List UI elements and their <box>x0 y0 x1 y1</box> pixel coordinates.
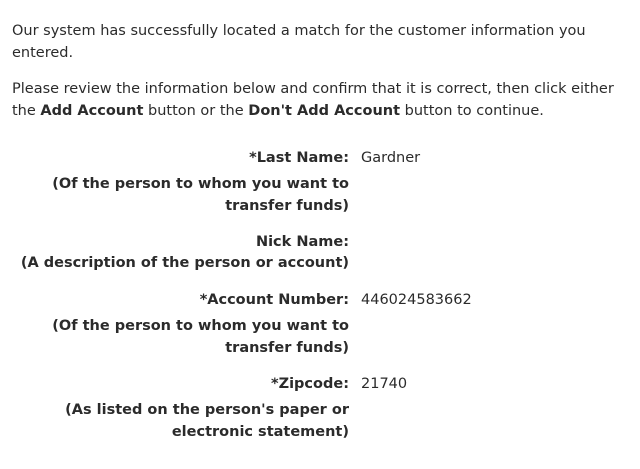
account-number-help <box>52 316 349 359</box>
last-name-help <box>52 174 349 217</box>
zipcode-help <box>65 400 349 443</box>
last-name-value: Gardner <box>361 150 421 166</box>
add-account-reference: Add Account <box>40 103 144 119</box>
nick-name-help <box>21 253 349 275</box>
last-name-label: *Last Name: <box>249 150 349 166</box>
zipcode-value: 21740 <box>361 376 408 392</box>
account-number-help-line-1: (Of the person to whom you want to <box>52 318 349 334</box>
review-instructions-text-3: button to continue. <box>400 103 544 119</box>
account-number-help-line-2: transfer funds) <box>225 339 349 356</box>
last-name-help-line-2: transfer funds) <box>225 197 349 214</box>
review-instructions-text-2: button or the <box>143 103 249 119</box>
nick-name-label: Nick Name: <box>255 234 349 250</box>
confirmation-message-text: Our system has successfully located a match for the customer information you entered. <box>12 23 586 61</box>
account-number-value: 446024583662 <box>361 292 472 308</box>
zipcode-label: *Zipcode: <box>270 376 349 392</box>
dont-add-account-reference: Don't Add Account <box>248 103 401 119</box>
last-name-help-line-1: (Of the person to whom you want to <box>52 176 349 192</box>
nick-name-help-line-1: (A description of the person or account) <box>20 255 349 271</box>
account-number-label: *Account Number: <box>199 292 349 308</box>
zipcode-help-line-1: (As listed on the person's paper or <box>65 402 349 418</box>
review-instructions-text-1: Please review the information below and confirm that it is correct, then click either the <box>12 81 614 119</box>
zipcode-help-line-2: electronic statement) <box>171 423 349 440</box>
